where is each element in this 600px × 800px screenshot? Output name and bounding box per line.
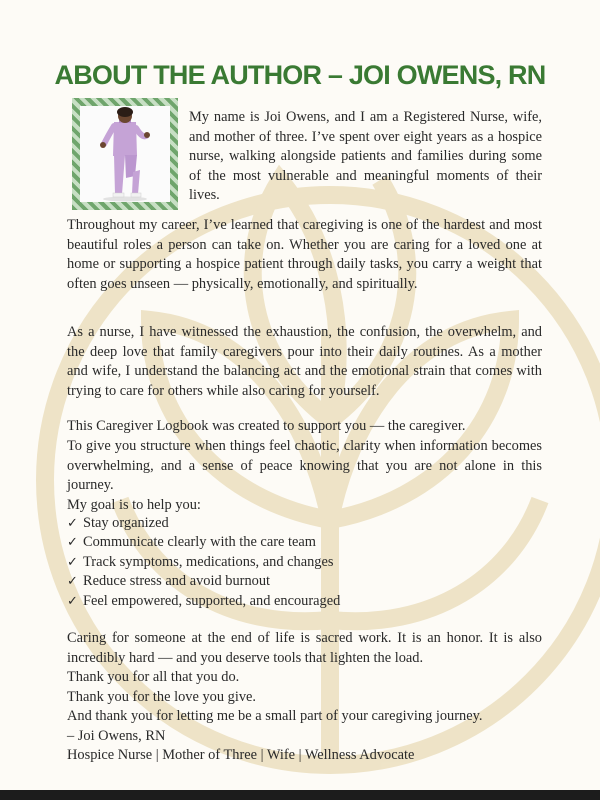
check-icon: ✓ <box>67 574 78 590</box>
list-item <box>67 514 340 533</box>
logbook-line-1: This Caregiver Logbook was created to support you — the caregiver. <box>67 418 466 434</box>
goal-text: Reduce stress and avoid burnout <box>83 573 271 590</box>
logbook-paragraph <box>67 417 542 516</box>
author-figure <box>80 106 170 202</box>
author-photo <box>80 106 170 202</box>
goal-text: Track symptoms, medications, and changes <box>83 553 334 570</box>
list-item <box>67 533 340 552</box>
closing-line-4: And thank you for letting me be a small part of your caregiving journey. <box>67 708 483 724</box>
page-title: ABOUT THE AUTHOR – JOI OWENS, RN <box>54 60 546 90</box>
check-icon: ✓ <box>67 593 78 609</box>
goal-text: Communicate clearly with the care team <box>83 534 316 551</box>
author-intro: My name is Joi Owens, and I am a Registered Nurse, wife, and mother of three. I’ve spent over eight years as a hospice nurse, walking alongside patients and families during some of the most vulnerable and meaningful moments of their lives. <box>189 109 542 203</box>
goal-text: Feel empowered, supported, and encouraged <box>83 592 341 609</box>
career-paragraph: Throughout my career, I’ve learned that caregiving is one of the hardest and most beautiful roles a person can take on. Whether you are caring for a loved one at home or supporting a hospice patient through daily tasks, you carry a weight that often goes unseen — physically, emotionally, and spiritually. <box>67 217 542 293</box>
goal-list <box>67 514 340 611</box>
list-item <box>67 553 340 572</box>
closing-line-2: Thank you for all that you do. <box>67 669 240 685</box>
viewer-bottom-bar <box>0 790 600 800</box>
goal-text: Stay organized <box>83 515 169 531</box>
check-icon: ✓ <box>67 554 78 570</box>
author-photo-frame <box>72 98 178 210</box>
signature: – Joi Owens, RN <box>67 727 166 744</box>
logbook-line-2: To give you structure when things feel chaotic, clarity when information becomes overwhelming, and a sense of peace knowing that you are not alone in this journey. <box>67 437 542 494</box>
closing-paragraph <box>67 629 542 766</box>
logbook-line-3: My goal is to help you: <box>67 497 201 514</box>
check-icon: ✓ <box>67 516 78 531</box>
closing-line-3: Thank you for the love you give. <box>67 688 257 705</box>
tagline: Hospice Nurse | Mother of Three | Wife | Wellness Advocate <box>67 747 415 763</box>
list-item <box>67 572 340 591</box>
nurse-paragraph: As a nurse, I have witnessed the exhaustion, the confusion, the overwhelm, and the deep love that family caregivers pour into their daily routines. As a mother and wife, I understand the balancing act and the emotional strain that comes with trying to care for others while also caring for yourself. <box>67 324 542 400</box>
closing-line-1: Caring for someone at the end of life is sacred work. It is an honor. It is also incredibly hard — and you deserve tools that lighten the load. <box>67 630 542 666</box>
list-item <box>67 592 340 611</box>
check-icon: ✓ <box>67 535 78 551</box>
